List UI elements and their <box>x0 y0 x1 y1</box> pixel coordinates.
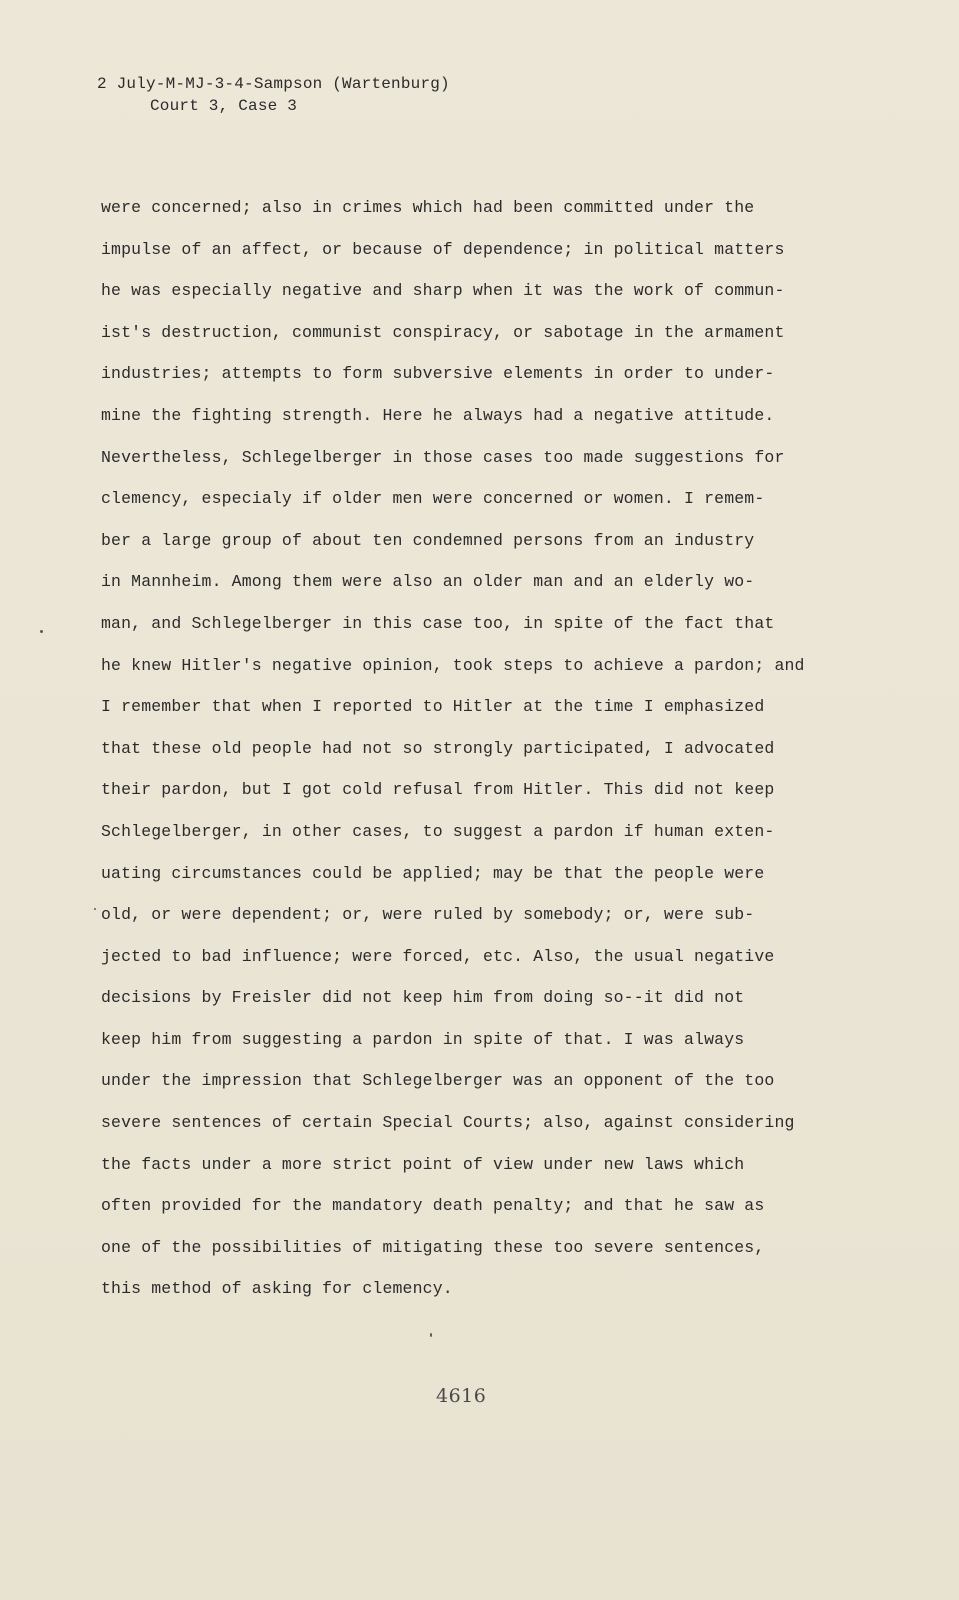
body-text <box>101 194 821 1317</box>
paper-speck <box>430 1333 432 1337</box>
text-line: that these old people had not so strongly participated, I advocated <box>101 738 775 758</box>
text-line: Schlegelberger, in other cases, to suggest a pardon if human exten- <box>101 821 775 841</box>
text-line: uating circumstances could be applied; may be that the people were <box>101 863 765 883</box>
text-line: jected to bad influence; were forced, etc. Also, the usual negative <box>101 946 775 966</box>
text-line: keep him from suggesting a pardon in spite of that. I was always <box>101 1029 745 1049</box>
text-line: under the impression that Schlegelberger was an opponent of the too <box>101 1071 775 1091</box>
text-line: the facts under a more strict point of view under new laws which <box>101 1154 745 1174</box>
header-court-case: Court 3, Case 3 <box>150 97 298 115</box>
text-line: industries; attempts to form subversive elements in order to under- <box>101 364 775 384</box>
text-line: often provided for the mandatory death penalty; and that he saw as <box>101 1196 765 1216</box>
header-reference: 2 July-M-MJ-3-4-Sampson (Wartenburg) <box>97 75 450 93</box>
text-line: he was especially negative and sharp when it was the work of commun- <box>101 281 785 301</box>
text-line: mine the fighting strength. Here he always had a negative attitude. <box>101 405 775 425</box>
text-line: impulse of an affect, or because of dependence; in political matters <box>101 239 785 259</box>
text-line: Nevertheless, Schlegelberger in those cases too made suggestions for <box>101 447 785 467</box>
text-line: their pardon, but I got cold refusal from Hitler. This did not keep <box>101 780 775 800</box>
text-line: clemency, especialy if older men were concerned or women. I remem- <box>101 489 765 509</box>
text-line: severe sentences of certain Special Courts; also, against considering <box>101 1113 795 1133</box>
text-line: decisions by Freisler did not keep him from doing so--it did not <box>101 988 745 1008</box>
text-line: ber a large group of about ten condemned persons from an industry <box>101 530 755 550</box>
paper-speck <box>40 630 43 633</box>
text-line: ist's destruction, communist conspiracy, or sabotage in the armament <box>101 322 785 342</box>
paper-speck <box>94 908 96 910</box>
text-line: in Mannheim. Among them were also an older man and an elderly wo- <box>101 572 755 592</box>
text-line: man, and Schlegelberger in this case too, in spite of the fact that <box>101 613 775 633</box>
text-line: this method of asking for clemency. <box>101 1279 453 1299</box>
text-line: I remember that when I reported to Hitler at the time I emphasized <box>101 697 765 717</box>
text-line: one of the possibilities of mitigating these too severe sentences, <box>101 1237 765 1257</box>
text-line: old, or were dependent; or, were ruled by somebody; or, were sub- <box>101 905 755 925</box>
page-number: 4616 <box>436 1385 487 1407</box>
document-header <box>97 73 450 117</box>
text-line: he knew Hitler's negative opinion, took steps to achieve a pardon; and <box>101 655 805 675</box>
text-line: were concerned; also in crimes which had been committed under the <box>101 198 755 217</box>
